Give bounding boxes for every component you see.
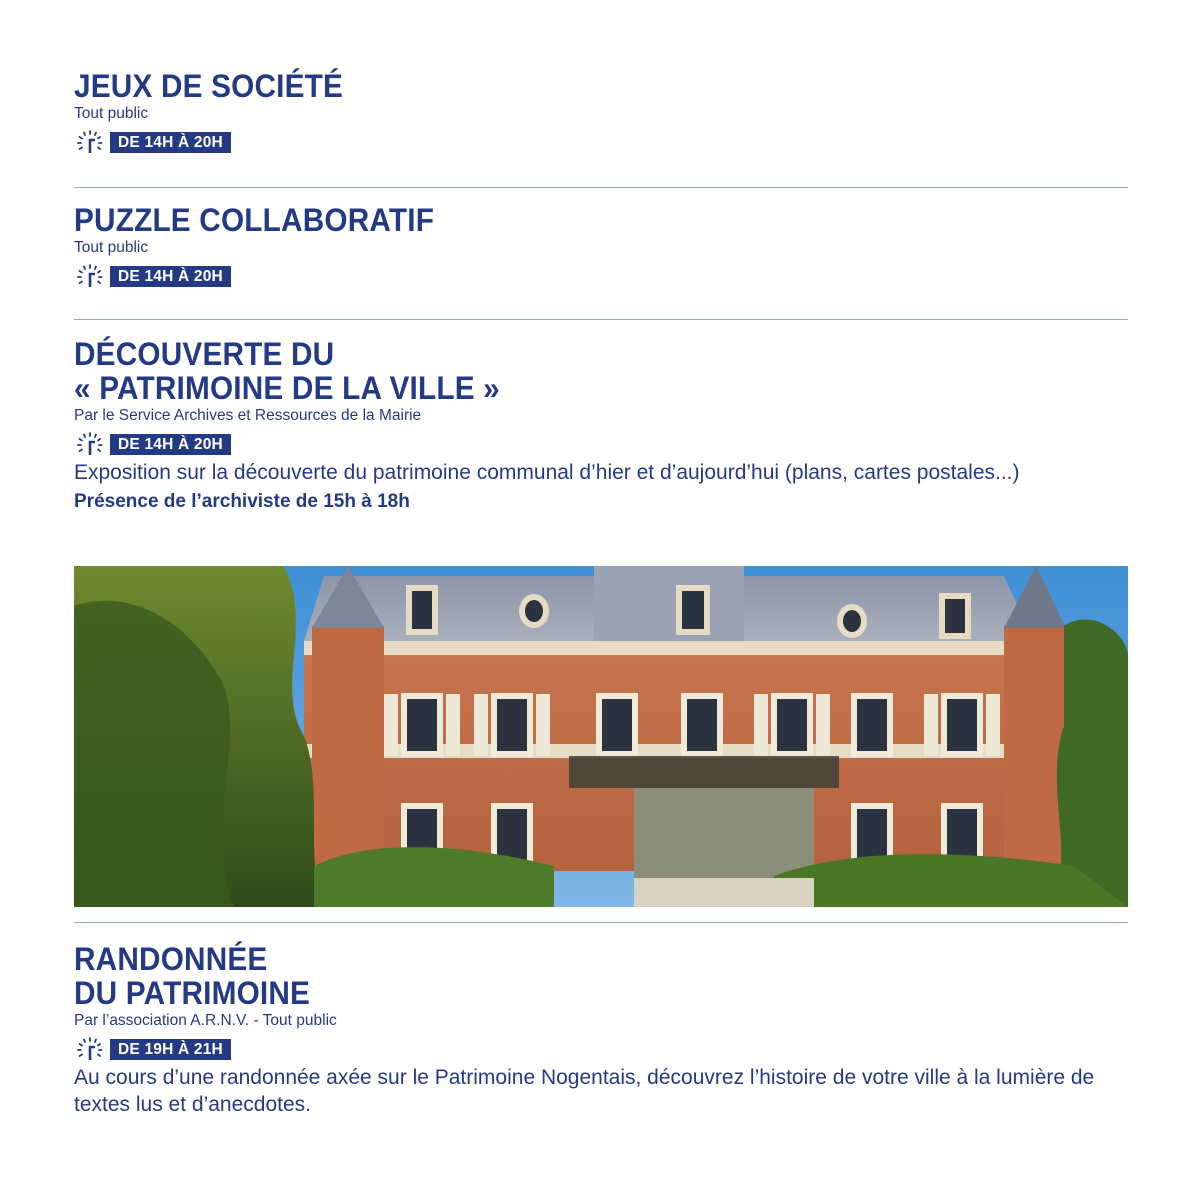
time-badge: DE 19H À 21H xyxy=(110,1039,231,1060)
event-title: JEUX DE SOCIÉTÉ xyxy=(74,68,344,104)
event-time xyxy=(74,130,1128,154)
event-organizer: Par l’association A.R.N.V. - Tout public xyxy=(74,1012,337,1029)
chateau-photo xyxy=(74,566,1128,907)
time-badge: DE 14H À 20H xyxy=(110,266,231,287)
event-time xyxy=(74,432,1128,456)
event-description: Au cours d’une randonnée axée sur le Patrimoine Nogentais, découvrez l’histoire de votre ville à la lumière de textes lus et d’anecdotes. xyxy=(74,1066,1095,1116)
event-title: PUZZLE COLLABORATIF xyxy=(74,202,435,238)
event-title-line2: DU PATRIMOINE xyxy=(74,975,311,1011)
clock-icon xyxy=(74,1036,106,1062)
section-divider xyxy=(74,319,1128,320)
clock-icon xyxy=(74,129,106,155)
event-puzzle-collaboratif xyxy=(74,204,1128,288)
clock-icon xyxy=(74,263,106,289)
event-time xyxy=(74,264,1128,288)
event-organizer: Par le Service Archives et Ressources de la Mairie xyxy=(74,407,422,424)
event-jeux-de-societe xyxy=(74,70,1128,154)
event-patrimoine-de-la-ville xyxy=(74,338,1128,515)
clock-icon xyxy=(74,431,106,457)
section-divider xyxy=(74,187,1128,188)
section-divider xyxy=(74,922,1128,923)
event-title-line1: RANDONNÉE xyxy=(74,941,268,977)
event-randonnee-du-patrimoine xyxy=(74,943,1128,1118)
time-badge: DE 14H À 20H xyxy=(110,434,231,455)
event-time xyxy=(74,1037,1128,1061)
event-audience: Tout public xyxy=(74,239,149,256)
event-description: Exposition sur la découverte du patrimoine communal d’hier et d’aujourd’hui (plans, cartes postales...) xyxy=(74,461,1020,484)
event-audience: Tout public xyxy=(74,105,149,122)
event-title-line2: « PATRIMOINE DE LA VILLE » xyxy=(74,370,500,406)
event-highlight: Présence de l’archiviste de 15h à 18h xyxy=(74,491,410,512)
event-title-line1: DÉCOUVERTE DU xyxy=(74,336,335,372)
time-badge: DE 14H À 20H xyxy=(110,132,231,153)
